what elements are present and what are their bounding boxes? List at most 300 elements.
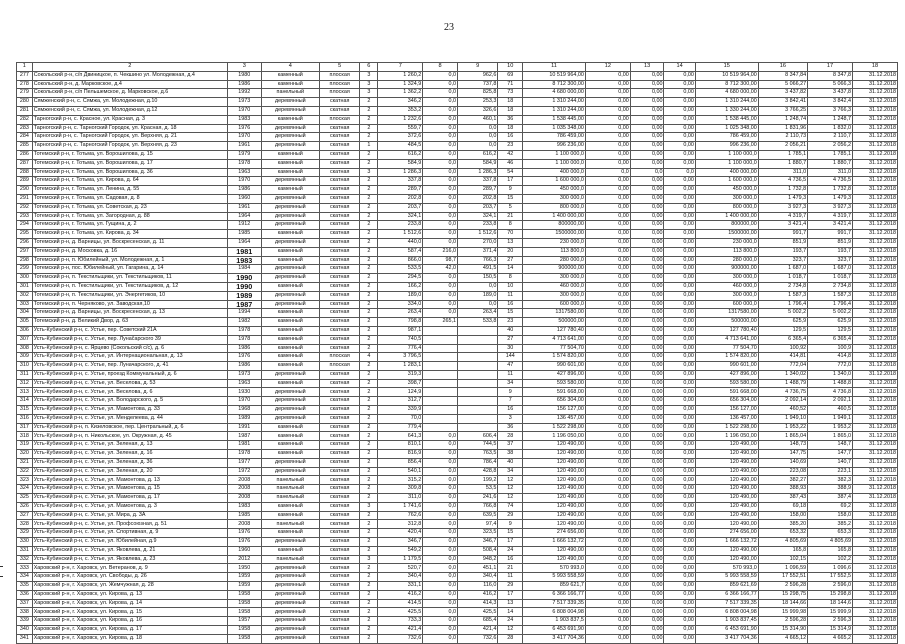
table-row bbox=[17, 546, 898, 555]
table-cell: 38 bbox=[498, 450, 523, 459]
table-cell: 0,00 bbox=[664, 106, 695, 115]
table-cell bbox=[423, 353, 458, 362]
table-cell: 6 453 691,90 bbox=[523, 626, 586, 635]
table-cell: 0,00 bbox=[664, 300, 695, 309]
table-cell: 3 bbox=[360, 71, 378, 80]
table-cell: 0,00 bbox=[630, 520, 664, 529]
table-cell: Тотемский р-н, пос. Юбилейный, ул. Гагарина, д. 14 bbox=[32, 265, 227, 274]
table-cell: деревянный bbox=[261, 370, 319, 379]
table-cell: 2 bbox=[360, 274, 378, 283]
table-cell: 31.12.2018 bbox=[852, 71, 897, 80]
table-cell: 321 bbox=[17, 458, 33, 467]
table-cell: 31.12.2018 bbox=[852, 538, 897, 547]
table-cell: каменный bbox=[261, 502, 319, 511]
table-cell: 0,00 bbox=[664, 485, 695, 494]
table-cell: 2 092,14 bbox=[758, 397, 807, 406]
table-cell: 600 000,0 bbox=[523, 300, 586, 309]
table-cell: 120 490,00 bbox=[695, 494, 758, 503]
table-cell: 31.12.2018 bbox=[852, 247, 897, 256]
table-cell: каменный bbox=[261, 159, 319, 168]
table-cell: 18 bbox=[498, 124, 523, 133]
table-cell: скатная bbox=[319, 274, 359, 283]
table-cell: скатная bbox=[319, 256, 359, 265]
table-cell: 336 bbox=[17, 590, 33, 599]
table-cell: деревянный bbox=[261, 177, 319, 186]
table-cell: 4 bbox=[360, 353, 378, 362]
table-cell: 31.12.2018 bbox=[852, 441, 897, 450]
table-cell: 31.12.2018 bbox=[852, 230, 897, 239]
table-cell: 301 bbox=[17, 282, 33, 291]
table-row bbox=[17, 203, 898, 212]
table-cell: 0,0 bbox=[423, 573, 458, 582]
table-cell: 335 bbox=[17, 582, 33, 591]
table-cell: 353,2 bbox=[378, 106, 423, 115]
table-cell: 330 bbox=[17, 538, 33, 547]
table-cell: 11 bbox=[498, 291, 523, 300]
table-cell: 996 236,00 bbox=[523, 142, 586, 151]
table-cell: 625,9 bbox=[808, 318, 853, 327]
table-cell: 1961 bbox=[227, 142, 261, 151]
table-cell: Усть-Кубинский р-н, с. Устье, ул. Профсоюзная, д. 51 bbox=[32, 520, 227, 529]
table-cell bbox=[423, 362, 458, 371]
table-cell: 0,00 bbox=[585, 582, 630, 591]
table-cell: 156 127,00 bbox=[695, 406, 758, 415]
table-cell: 1987 bbox=[227, 432, 261, 441]
table-cell: 12 bbox=[498, 626, 523, 635]
table-row bbox=[17, 485, 898, 494]
table-cell: 570 993,0 bbox=[695, 564, 758, 573]
table-row bbox=[17, 353, 898, 362]
table-cell: 0,00 bbox=[664, 133, 695, 142]
table-cell: 1 479,3 bbox=[758, 194, 807, 203]
table-cell: 300 000,0 bbox=[695, 291, 758, 300]
table-cell: 334 bbox=[17, 573, 33, 582]
table-cell: 300 000,0 bbox=[695, 194, 758, 203]
table-row bbox=[17, 106, 898, 115]
column-number-cell: 18 bbox=[852, 63, 897, 72]
table-cell: скатная bbox=[319, 265, 359, 274]
table-cell: скатная bbox=[319, 98, 359, 107]
table-cell: 15 314,90 bbox=[758, 626, 807, 635]
table-cell: 0,00 bbox=[585, 335, 630, 344]
table-cell: 0,00 bbox=[630, 502, 664, 511]
table-cell: 31.12.2018 bbox=[852, 573, 897, 582]
table-row bbox=[17, 282, 898, 291]
table-cell: 136 457,00 bbox=[523, 414, 586, 423]
table-cell: 0,00 bbox=[630, 379, 664, 388]
table-cell: 1 600 000,0 bbox=[695, 177, 758, 186]
table-cell: 0,00 bbox=[585, 115, 630, 124]
table-cell: 1 096,6 bbox=[808, 564, 853, 573]
table-cell: 203,7 bbox=[378, 203, 423, 212]
table-cell: 2 bbox=[360, 309, 378, 318]
table-cell: Усть-Кубинский р-н, с. Устье, проезд Коммунальный, д. 6 bbox=[32, 370, 227, 379]
table-cell: 416,2 bbox=[457, 590, 497, 599]
table-cell: 334,0 bbox=[378, 300, 423, 309]
table-cell: 332 bbox=[17, 555, 33, 564]
table-cell bbox=[423, 388, 458, 397]
table-cell: 0,00 bbox=[630, 450, 664, 459]
table-cell: 421,4 bbox=[378, 626, 423, 635]
table-cell: 1972 bbox=[227, 467, 261, 476]
table-cell: 0,00 bbox=[630, 318, 664, 327]
table-cell: 69 bbox=[498, 71, 523, 80]
table-cell: скатная bbox=[319, 300, 359, 309]
table-cell: Тотемский р-н, г. Тотьма, ул. Загородная, д. 88 bbox=[32, 212, 227, 221]
table-cell: 508,4 bbox=[457, 546, 497, 555]
table-cell: 17 bbox=[498, 177, 523, 186]
table-cell: 1986 bbox=[227, 186, 261, 195]
column-number-cell: 16 bbox=[758, 63, 807, 72]
table-cell: 2 110,73 bbox=[758, 133, 807, 142]
table-cell: 0,0 bbox=[423, 142, 458, 151]
table-cell: 1986 bbox=[227, 344, 261, 353]
table-cell: 1 880,7 bbox=[808, 159, 853, 168]
table-cell: Усть-Кубинский р-н, с. Устье, ул. Мамонтова, д. 13 bbox=[32, 476, 227, 485]
table-cell: 0,00 bbox=[585, 212, 630, 221]
table-cell: 100,92 bbox=[758, 344, 807, 353]
table-cell: 776,4 bbox=[378, 344, 423, 353]
table-cell: 127 780,40 bbox=[695, 326, 758, 335]
table-cell: 0,0 bbox=[423, 177, 458, 186]
table-cell: 0,00 bbox=[664, 511, 695, 520]
table-cell: 0,00 bbox=[630, 265, 664, 274]
column-number-cell: 7 bbox=[378, 63, 423, 72]
table-cell: 1 324,9 bbox=[378, 80, 423, 89]
table-cell: 425,5 bbox=[457, 608, 497, 617]
table-cell: 31.12.2018 bbox=[852, 203, 897, 212]
table-cell: 34 bbox=[498, 467, 523, 476]
table-cell: каменный bbox=[261, 186, 319, 195]
table-cell: 0,00 bbox=[664, 291, 695, 300]
table-cell: 322 bbox=[17, 467, 33, 476]
table-cell: 0,00 bbox=[585, 608, 630, 617]
table-cell: 346,7 bbox=[378, 538, 423, 547]
table-cell: 285 bbox=[17, 142, 33, 151]
table-cell: скатная bbox=[319, 502, 359, 511]
table-cell: 866,0 bbox=[378, 256, 423, 265]
table-cell: деревянный bbox=[261, 106, 319, 115]
table-cell: 1 796,4 bbox=[758, 300, 807, 309]
table-cell: скатная bbox=[319, 564, 359, 573]
table-cell: 0,00 bbox=[630, 159, 664, 168]
table-cell: 31.12.2018 bbox=[852, 502, 897, 511]
table-row bbox=[17, 194, 898, 203]
table-cell: 763,5 bbox=[457, 450, 497, 459]
table-cell: 786 459,00 bbox=[523, 133, 586, 142]
table-cell: 0,00 bbox=[630, 476, 664, 485]
table-cell: 31.12.2018 bbox=[852, 309, 897, 318]
table-cell: 0,00 bbox=[664, 265, 695, 274]
table-cell: 4 665,2 bbox=[808, 634, 853, 643]
table-cell: каменный bbox=[261, 318, 319, 327]
column-number-cell: 12 bbox=[585, 63, 630, 72]
table-row bbox=[17, 212, 898, 221]
table-cell: скатная bbox=[319, 203, 359, 212]
table-cell: каменный bbox=[261, 150, 319, 159]
table-row bbox=[17, 98, 898, 107]
table-cell: 289,7 bbox=[378, 186, 423, 195]
table-cell: 120 490,00 bbox=[523, 546, 586, 555]
table-cell: 325 bbox=[17, 494, 33, 503]
table-cell: 144 bbox=[498, 353, 523, 362]
table-row bbox=[17, 344, 898, 353]
table-cell: 323,7 bbox=[758, 256, 807, 265]
table-cell: Тарногский р-н, с. Красное, ул. Красная, д. 3 bbox=[32, 115, 227, 124]
table-cell: 2 bbox=[360, 362, 378, 371]
table-cell: 283 bbox=[17, 124, 33, 133]
table-cell: 2 bbox=[360, 318, 378, 327]
table-cell: 0,00 bbox=[664, 247, 695, 256]
table-cell: Усть-Кубинский р-н, с. Устье, пер. Советский 21А bbox=[32, 326, 227, 335]
table-cell: 124,9 bbox=[378, 388, 423, 397]
table-cell: 766,3 bbox=[457, 256, 497, 265]
table-cell: 1987 bbox=[227, 300, 261, 309]
table-cell: скатная bbox=[319, 555, 359, 564]
page-number: 23 bbox=[444, 22, 454, 33]
table-cell: 0,0 bbox=[423, 590, 458, 599]
table-cell: 31.12.2018 bbox=[852, 265, 897, 274]
table-cell: 0,0 bbox=[423, 238, 458, 247]
table-cell: 2 bbox=[360, 432, 378, 441]
table-cell: 120 490,00 bbox=[523, 494, 586, 503]
table-cell: 533,8 bbox=[457, 318, 497, 327]
table-cell: 584,9 bbox=[457, 159, 497, 168]
table-row bbox=[17, 335, 898, 344]
table-cell: 460 000,0 bbox=[523, 282, 586, 291]
table-cell: 0,00 bbox=[630, 282, 664, 291]
table-cell bbox=[457, 344, 497, 353]
table-cell: 2 bbox=[360, 282, 378, 291]
table-cell: 0,00 bbox=[630, 71, 664, 80]
table-cell: Сокольский р-н, д. Марковское, д.4 bbox=[32, 80, 227, 89]
table-cell: 0,0 bbox=[423, 520, 458, 529]
table-cell: Харовский р-н, г. Харовск, ул. Жемчужная, д. 28 bbox=[32, 582, 227, 591]
table-cell: 311,0 bbox=[378, 494, 423, 503]
table-cell: 2 bbox=[360, 494, 378, 503]
table-cell: 70,0 bbox=[378, 414, 423, 423]
table-cell: 338 bbox=[17, 608, 33, 617]
table-cell: 3 bbox=[360, 80, 378, 89]
table-cell: 31.12.2018 bbox=[852, 529, 897, 538]
table-cell: Тотемский р-н, г. Тотьма, ул. Гущина, д. 2 bbox=[32, 221, 227, 230]
table-cell: 0,00 bbox=[664, 546, 695, 555]
table-cell: 0,00 bbox=[630, 626, 664, 635]
table-cell: Харовский р-н, г. Харовск, ул. Кирова, д. 13 bbox=[32, 590, 227, 599]
table-cell: 520,7 bbox=[378, 564, 423, 573]
column-number-cell: 2 bbox=[32, 63, 227, 72]
table-cell: 1 953,22 bbox=[758, 423, 807, 432]
table-cell: 0,00 bbox=[664, 230, 695, 239]
table-cell: 282 bbox=[17, 115, 33, 124]
table-cell: 2 bbox=[360, 397, 378, 406]
table-cell: каменный bbox=[261, 282, 319, 291]
table-cell: 1 587,3 bbox=[808, 291, 853, 300]
table-cell: 6 365,4 bbox=[758, 335, 807, 344]
table-cell: 0,00 bbox=[585, 388, 630, 397]
table-row bbox=[17, 494, 898, 503]
table-cell: Усть-Кубинский р-н, с. Устье, ул. Зеленая, д. 13 bbox=[32, 441, 227, 450]
table-cell: 371,4 bbox=[457, 247, 497, 256]
table-cell: 991,7 bbox=[758, 230, 807, 239]
table-cell: 23 bbox=[498, 142, 523, 151]
table-cell: 0,00 bbox=[630, 177, 664, 186]
table-cell: 1 832,0 bbox=[808, 124, 853, 133]
table-cell: 0,00 bbox=[664, 379, 695, 388]
table-cell: 0,00 bbox=[585, 80, 630, 89]
table-cell: Тотемский р-н, г. Тотьма, ул. Ворошилова, д. 15 bbox=[32, 150, 227, 159]
table-cell: 3 437,82 bbox=[758, 89, 807, 98]
table-cell: 120 490,00 bbox=[523, 502, 586, 511]
table-cell: деревянный bbox=[261, 133, 319, 142]
table-cell: 0,00 bbox=[630, 256, 664, 265]
table-cell: 382,3 bbox=[808, 476, 853, 485]
table-cell: 120 490,00 bbox=[695, 467, 758, 476]
table-cell: 0,00 bbox=[630, 362, 664, 371]
table-cell: Усть-Кубинский р-н, с. Устье, ул. Веселова, д. 6 bbox=[32, 388, 227, 397]
table-cell: 460,1 bbox=[457, 115, 497, 124]
table-cell: 685,4 bbox=[457, 617, 497, 626]
table-cell: 148,7 bbox=[808, 441, 853, 450]
table-cell: 340 bbox=[17, 626, 33, 635]
table-cell: 294 bbox=[17, 221, 33, 230]
table-cell: 0,0 bbox=[423, 626, 458, 635]
table-cell: 549,2 bbox=[378, 546, 423, 555]
table-cell: скатная bbox=[319, 133, 359, 142]
table-cell: 31.12.2018 bbox=[852, 106, 897, 115]
table-cell: 1976 bbox=[227, 124, 261, 133]
table-cell: 3 766,25 bbox=[758, 106, 807, 115]
table-cell: 0,00 bbox=[664, 441, 695, 450]
table-cell: 2 bbox=[360, 124, 378, 133]
table-cell: 3 417 704,36 bbox=[523, 634, 586, 643]
table-cell: 0,00 bbox=[630, 142, 664, 151]
table-cell: 4 680 000,00 bbox=[695, 89, 758, 98]
table-cell: 1981 bbox=[227, 441, 261, 450]
table-cell: 15 bbox=[498, 194, 523, 203]
table-cell: 825,8 bbox=[457, 89, 497, 98]
table-cell: каменный bbox=[261, 450, 319, 459]
table-cell: 279 bbox=[17, 89, 33, 98]
table-cell: 189,0 bbox=[457, 291, 497, 300]
table-cell: 102,15 bbox=[758, 555, 807, 564]
table-cell: 69,2 bbox=[808, 502, 853, 511]
table-row bbox=[17, 608, 898, 617]
table-cell: 0,00 bbox=[630, 511, 664, 520]
table-cell: деревянный bbox=[261, 221, 319, 230]
table-cell: 0,00 bbox=[585, 150, 630, 159]
table-cell: каменный bbox=[261, 80, 319, 89]
table-cell: 0,00 bbox=[664, 362, 695, 371]
table-cell: 0,00 bbox=[664, 80, 695, 89]
table-cell: 304 bbox=[17, 309, 33, 318]
table-row bbox=[17, 467, 898, 476]
table-cell: 0,00 bbox=[585, 159, 630, 168]
table-cell: 27 bbox=[498, 256, 523, 265]
table-cell: 136 457,00 bbox=[695, 414, 758, 423]
table-cell: 3 421,4 bbox=[808, 221, 853, 230]
table-cell: 0,00 bbox=[664, 502, 695, 511]
table-cell: 593 580,00 bbox=[695, 379, 758, 388]
table-cell: 298 bbox=[17, 256, 33, 265]
table-cell: 8 347,84 bbox=[758, 71, 807, 80]
table-cell: 1 949,1 bbox=[808, 414, 853, 423]
table-cell: 0,00 bbox=[585, 546, 630, 555]
table-cell: 2 bbox=[360, 370, 378, 379]
table-cell bbox=[423, 414, 458, 423]
table-cell: 31.12.2018 bbox=[852, 626, 897, 635]
table-cell: 0,0 bbox=[457, 124, 497, 133]
table-cell: 300 000,0 bbox=[523, 291, 586, 300]
table-cell: 307 bbox=[17, 335, 33, 344]
table-cell: 3 796,5 bbox=[378, 353, 423, 362]
table-cell: 31.12.2018 bbox=[852, 115, 897, 124]
table-cell: 1 865,04 bbox=[758, 432, 807, 441]
table-cell: 387,4 bbox=[808, 494, 853, 503]
table-cell: 34 bbox=[498, 379, 523, 388]
table-cell: 17 bbox=[498, 590, 523, 599]
table-cell: панельный bbox=[261, 520, 319, 529]
table-cell: 13 bbox=[498, 238, 523, 247]
table-cell: скатная bbox=[319, 247, 359, 256]
table-cell: 120 490,00 bbox=[695, 450, 758, 459]
table-cell: 653,3 bbox=[808, 529, 853, 538]
table-cell: 31.12.2018 bbox=[852, 238, 897, 247]
table-cell: 0,00 bbox=[585, 247, 630, 256]
table-cell: 2 bbox=[360, 467, 378, 476]
table-cell: 31.12.2018 bbox=[852, 458, 897, 467]
table-cell: 641,3 bbox=[378, 432, 423, 441]
table-cell bbox=[457, 362, 497, 371]
table-cell: 31.12.2018 bbox=[852, 520, 897, 529]
table-cell: скатная bbox=[319, 634, 359, 643]
table-cell: 150,5 bbox=[457, 274, 497, 283]
table-cell: 3 842,41 bbox=[758, 98, 807, 107]
table-cell: 1978 bbox=[227, 326, 261, 335]
table-cell: Усть-Кубинский р-н, с. Устье, ул. Мамонтова, д. 17 bbox=[32, 494, 227, 503]
table-cell: 400 000,00 bbox=[695, 168, 758, 177]
table-cell: Тарногский р-н, с. Тарногский Городок, ул. Верхняя, д. 23 bbox=[32, 142, 227, 151]
table-cell: каменный bbox=[261, 546, 319, 555]
table-cell: 570 993,0 bbox=[523, 564, 586, 573]
table-cell: 265,1 bbox=[423, 318, 458, 327]
table-cell: 0,00 bbox=[630, 546, 664, 555]
table-cell: 1990 bbox=[227, 282, 261, 291]
table-cell: 0,00 bbox=[585, 142, 630, 151]
table-cell: 5 002,2 bbox=[758, 309, 807, 318]
table-cell: 0,0 bbox=[423, 458, 458, 467]
table-cell: Тотемский р-н, г. Тотьма, ул. Кирова, д. 64 bbox=[32, 177, 227, 186]
table-cell: 1 196 050,00 bbox=[523, 432, 586, 441]
table-cell bbox=[457, 423, 497, 432]
table-cell: 0,00 bbox=[585, 626, 630, 635]
table-row bbox=[17, 247, 898, 256]
table-cell: 31.12.2018 bbox=[852, 590, 897, 599]
table-cell: 37 bbox=[498, 441, 523, 450]
table-cell: 0,00 bbox=[630, 106, 664, 115]
table-cell: 639,5 bbox=[457, 511, 497, 520]
table-cell: 1970 bbox=[227, 397, 261, 406]
table-row bbox=[17, 318, 898, 327]
table-cell: 600 000,0 bbox=[695, 300, 758, 309]
table-cell: 1973 bbox=[227, 98, 261, 107]
table-cell: 732,6 bbox=[378, 634, 423, 643]
table-cell: 2 bbox=[360, 300, 378, 309]
table-cell: 2 596,28 bbox=[758, 582, 807, 591]
table-row bbox=[17, 142, 898, 151]
table-cell: 295 bbox=[17, 230, 33, 239]
table-cell: 281 bbox=[17, 106, 33, 115]
